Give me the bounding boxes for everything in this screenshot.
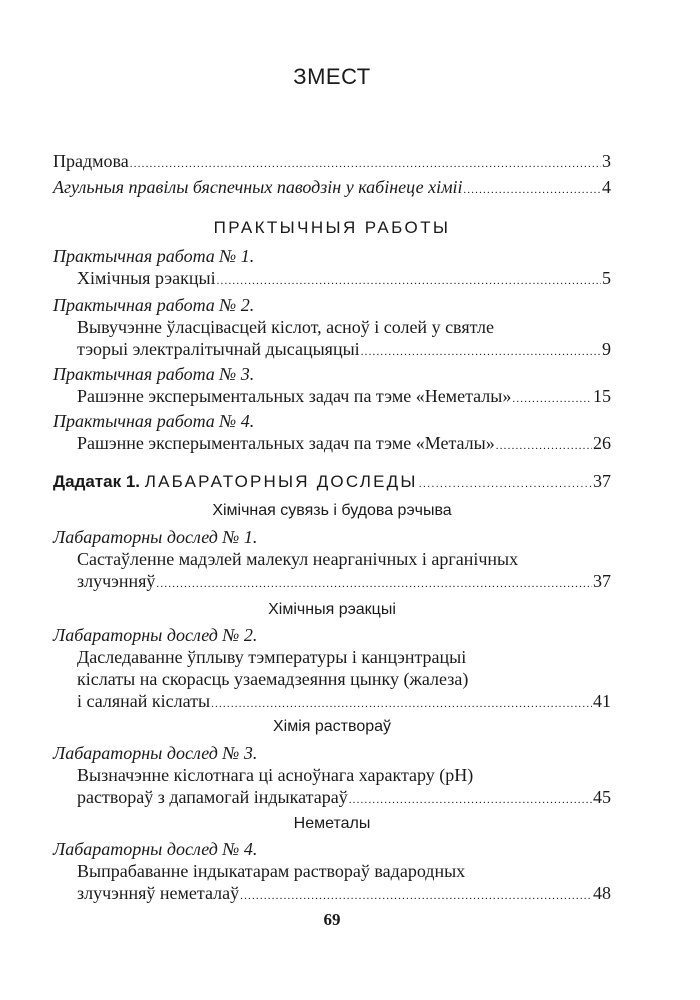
dot-leader	[464, 179, 601, 201]
toc-entry-practical-2[interactable]	[77, 338, 611, 360]
toc-entry-line: Выпрабаванне індыкатарам раствораў вадародных	[77, 861, 466, 881]
toc-entry-label: Хімічныя рэакцыі	[77, 268, 216, 288]
toc-page-number: 4	[602, 177, 611, 197]
toc-page-number: 37	[593, 571, 611, 591]
toc-page-number: 9	[602, 339, 611, 359]
toc-entry-label: злучэнняў неметалаў	[77, 883, 240, 903]
toc-page-number: 26	[593, 433, 611, 453]
toc-experiment-label: Лабараторны дослед № 3.	[53, 743, 258, 763]
dot-leader	[217, 270, 601, 292]
toc-entry-appendix-1[interactable]	[53, 470, 611, 492]
toc-work-label: Практычная работа № 4.	[53, 411, 255, 431]
section-heading-practical-works: ПРАКТЫЧНЫЯ РАБОТЫ	[213, 218, 451, 237]
toc-experiment-label: Лабараторны дослед № 4.	[53, 839, 258, 859]
dot-leader	[349, 789, 592, 811]
appendix-label: Дадатак 1.	[53, 472, 141, 491]
toc-work-label: Практычная работа № 1.	[53, 246, 255, 266]
subsection-heading: Хімічныя рэакцыі	[268, 601, 396, 618]
toc-entry-lab-2[interactable]	[77, 690, 611, 712]
dot-leader	[512, 388, 592, 410]
toc-entry-label: Рашэнне эксперыментальных задач па тэме «Неметалы»	[77, 386, 512, 406]
toc-entry-practical-1[interactable]	[77, 267, 611, 289]
dot-leader	[156, 573, 592, 595]
page-number: 69	[323, 910, 341, 929]
toc-entry-line: Даследаванне ўплыву тэмпературы і канцэнтрацыі	[77, 647, 467, 667]
toc-entry-line: кіслаты на скорасць узаемадзеяння цынку (жалеза)	[77, 669, 469, 689]
dot-leader	[130, 153, 601, 175]
toc-page-number: 45	[593, 787, 611, 807]
toc-page-number: 5	[602, 268, 611, 288]
toc-experiment-label: Лабараторны дослед № 2.	[53, 625, 258, 645]
toc-entry-practical-3[interactable]	[77, 385, 611, 407]
toc-page-number: 48	[593, 883, 611, 903]
toc-entry-label: Прадмова	[53, 151, 129, 171]
appendix-title: ЛАБАРАТОРНЫЯ ДОСЛЕДЫ	[144, 472, 418, 491]
toc-work-label: Практычная работа № 3.	[53, 364, 255, 384]
toc-entry-label: тэорыі электралітычнай дысацыяцыі	[77, 339, 360, 359]
dot-leader	[211, 693, 592, 715]
toc-entry-line: Вывучэнне ўласцівасцей кіслот, асноў і солей у святле	[77, 317, 494, 337]
toc-entry-lab-4[interactable]	[77, 882, 611, 904]
toc-entry-lab-3[interactable]	[77, 786, 611, 808]
toc-entry-preface[interactable]	[53, 150, 611, 172]
toc-entry-safety-rules[interactable]	[53, 176, 611, 198]
toc-entry-line: Састаўленне мадэлей малекул неарганічных і арганічных	[77, 549, 519, 569]
dot-leader	[496, 435, 592, 457]
toc-experiment-label: Лабараторны дослед № 1.	[53, 527, 258, 547]
toc-page-number: 41	[593, 691, 611, 711]
toc-entry-label: Рашэнне эксперыментальных задач па тэме «Металы»	[77, 433, 495, 453]
dot-leader	[240, 885, 592, 907]
toc-entry-lab-1[interactable]	[77, 570, 611, 592]
dot-leader	[419, 473, 592, 495]
toc-entry-practical-4[interactable]	[77, 432, 611, 454]
subsection-heading: Хімія раствораў	[272, 718, 392, 735]
toc-entry-label: і салянай кіслаты	[77, 691, 211, 711]
toc-entry-line: Вызначэнне кіслотнага ці асноўнага характару (pH)	[77, 765, 474, 785]
toc-page-number: 37	[593, 471, 611, 491]
subsection-heading: Неметалы	[293, 815, 371, 832]
toc-entry-label: раствораў з дапамогай індыкатараў	[77, 787, 348, 807]
subsection-heading: Хімічная сувязь і будова рэчыва	[212, 502, 452, 519]
page-title: ЗМЕСТ	[293, 64, 371, 89]
toc-entry-label: злучэнняў	[77, 571, 156, 591]
toc-page-number: 3	[602, 151, 611, 171]
toc-work-label: Практычная работа № 2.	[53, 295, 255, 315]
dot-leader	[361, 341, 601, 363]
toc-page-number: 15	[593, 386, 611, 406]
toc-entry-label: Агульныя правілы бяспечных паводзін у кабінеце хіміі	[53, 177, 463, 197]
